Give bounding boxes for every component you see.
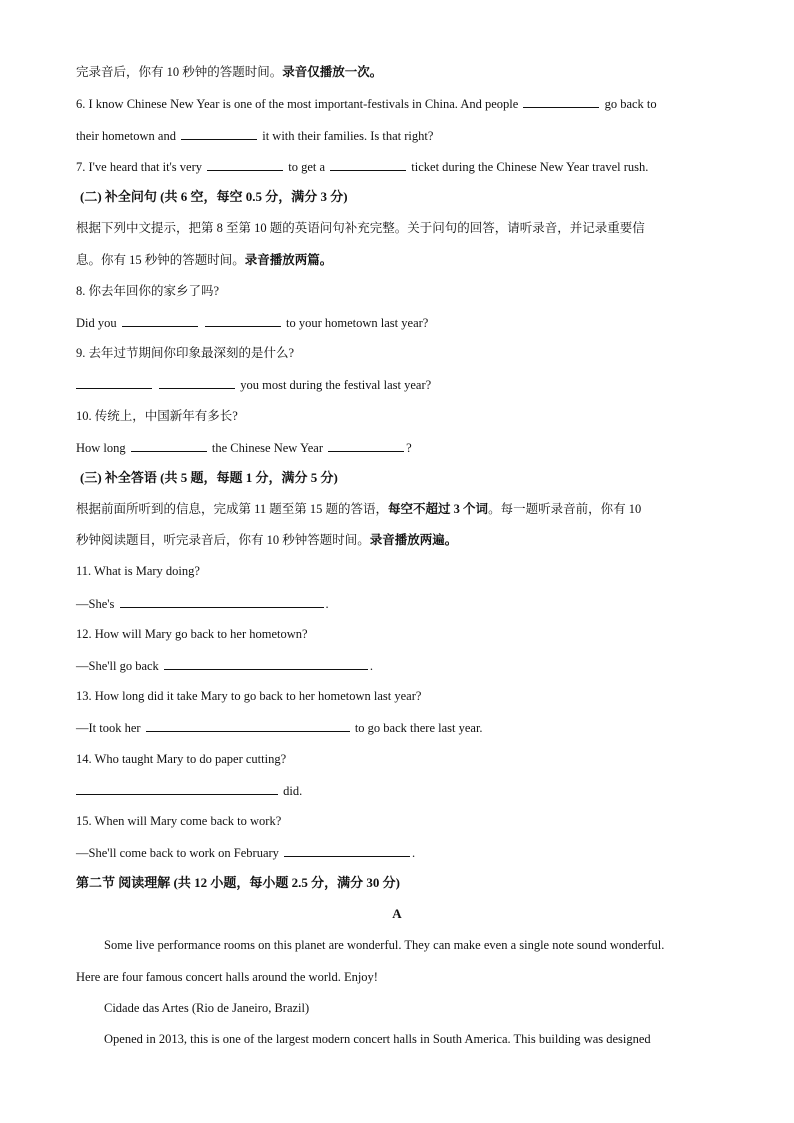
section-3-instruction-2 bbox=[76, 532, 457, 548]
question-7-text-2: to get a bbox=[288, 160, 326, 174]
question-6-text-3: it with their families. Is that right? bbox=[262, 129, 434, 143]
section-2-instruction-1: 根据下列中文提示，把第 8 至第 10 题的英语问句补充完整。关于问句的回答，请听录音，并记录重要信 bbox=[76, 221, 645, 235]
question-6-line2 bbox=[76, 127, 433, 144]
question-13-answer-line bbox=[76, 719, 483, 736]
question-13-text: —It took her bbox=[76, 721, 141, 735]
question-7-text-3: ticket during the Chinese New Year travel rush. bbox=[411, 160, 649, 174]
question-11-text: —She's bbox=[76, 597, 115, 611]
question-11-prompt: 11. What is Mary doing? bbox=[76, 564, 200, 578]
question-9-text: you most during the festival last year? bbox=[240, 378, 432, 392]
answer-blank[interactable] bbox=[181, 127, 257, 140]
question-15-prompt: 15. When will Mary come back to work? bbox=[76, 814, 282, 828]
question-8-text: Did you bbox=[76, 316, 117, 330]
section-2-instruction-text: 息。你有 15 秒钟的答题时间。 bbox=[76, 253, 245, 267]
passage-paragraph-1-cont: Here are four famous concert halls around the world. Enjoy! bbox=[76, 970, 378, 984]
section-2-heading: (二) 补全问句 (共 6 空，每空 0.5 分，满分 3 分) bbox=[80, 189, 348, 204]
question-10-text-2: the Chinese New Year bbox=[211, 441, 323, 455]
instruction-bold: 录音仅播放一次。 bbox=[282, 65, 383, 79]
instruction-text: 完录音后，你有 10 秒钟的答题时间。 bbox=[76, 65, 283, 79]
answer-blank[interactable] bbox=[284, 844, 410, 857]
question-8-text-2: to your hometown last year? bbox=[286, 316, 429, 330]
answer-blank[interactable] bbox=[159, 376, 235, 389]
answer-blank[interactable] bbox=[328, 439, 404, 452]
question-12-prompt: 12. How will Mary go back to her hometown? bbox=[76, 627, 308, 641]
question-10-text: How long bbox=[76, 441, 126, 455]
question-10-prompt: 10. 传统上，中国新年有多长? bbox=[76, 409, 238, 423]
question-7-text: 7. I've heard that it's very bbox=[76, 160, 202, 174]
question-11-answer-line bbox=[76, 595, 329, 612]
answer-blank[interactable] bbox=[164, 657, 368, 670]
passage-paragraph-1: Some live performance rooms on this planet are wonderful. They can make even a single note sound wonderful. bbox=[104, 938, 665, 952]
question-13-text-2: to go back there last year. bbox=[354, 721, 483, 735]
answer-blank[interactable] bbox=[120, 595, 324, 608]
section-3-instruction-text: 根据前面所听到的信息，完成第 11 题至第 15 题的答语， bbox=[76, 502, 389, 516]
question-15-text: —She'll come back to work on February bbox=[76, 846, 279, 860]
answer-blank[interactable] bbox=[330, 158, 406, 171]
question-8-answer-line bbox=[76, 314, 428, 331]
question-9-answer-line bbox=[76, 376, 431, 393]
section-3-instruction-1 bbox=[76, 501, 641, 517]
section-3-instruction-bold-2: 录音播放两遍。 bbox=[369, 533, 458, 547]
answer-blank[interactable] bbox=[76, 376, 152, 389]
question-7 bbox=[76, 158, 648, 175]
section-2-instruction-bold: 录音播放两篇。 bbox=[244, 253, 333, 267]
question-12-period: . bbox=[369, 659, 374, 673]
answer-blank[interactable] bbox=[76, 782, 278, 795]
answer-blank[interactable] bbox=[122, 314, 198, 327]
question-12-text: —She'll go back bbox=[76, 659, 159, 673]
question-10-answer-line bbox=[76, 439, 412, 456]
passage-a-title: A bbox=[392, 906, 402, 921]
answer-blank[interactable] bbox=[131, 439, 207, 452]
question-15-answer-line bbox=[76, 844, 415, 861]
section-3-heading: (三) 补全答语 (共 5 题，每题 1 分，满分 5 分) bbox=[80, 470, 338, 485]
question-6-text-tail: go back to bbox=[604, 97, 657, 111]
question-12-answer-line bbox=[76, 657, 373, 674]
question-6-line1 bbox=[76, 95, 657, 112]
question-15-period: . bbox=[412, 846, 416, 860]
section-2-instruction-2 bbox=[76, 252, 332, 268]
question-14-prompt: 14. Who taught Mary to do paper cutting? bbox=[76, 752, 287, 766]
question-9-prompt: 9. 去年过节期间你印象最深刻的是什么? bbox=[76, 346, 295, 360]
answer-blank[interactable] bbox=[207, 158, 283, 171]
question-10-mark: ? bbox=[406, 441, 412, 455]
answer-blank[interactable] bbox=[523, 95, 599, 108]
question-13-prompt: 13. How long did it take Mary to go back to her hometown last year? bbox=[76, 689, 422, 703]
section-3-instruction-bold: 每空不超过 3 个词 bbox=[388, 502, 489, 516]
passage-subheading: Cidade das Artes (Rio de Janeiro, Brazil) bbox=[104, 1001, 310, 1015]
question-14-text: did. bbox=[283, 784, 303, 798]
section-3-instruction-text-2: 。每一题听录音前，你有 10 bbox=[488, 502, 642, 516]
answer-blank[interactable] bbox=[205, 314, 281, 327]
section-3-instruction-text-3: 秒钟阅读题目，听完录音后，你有 10 秒钟答题时间。 bbox=[76, 533, 370, 547]
answer-blank[interactable] bbox=[146, 719, 350, 732]
question-6-text: 6. I know Chinese New Year is one of the most important-festivals in China. And people bbox=[76, 97, 519, 111]
passage-paragraph-2: Opened in 2013, this is one of the largest modern concert halls in South America. This building was designed bbox=[104, 1032, 651, 1046]
instruction-line bbox=[76, 64, 382, 80]
part-2-heading: 第二节 阅读理解 (共 12 小题，每小题 2.5 分，满分 30 分) bbox=[76, 875, 400, 890]
question-6-text-2: their hometown and bbox=[76, 129, 176, 143]
question-14-answer-line bbox=[76, 782, 302, 799]
question-8-prompt: 8. 你去年回你的家乡了吗? bbox=[76, 284, 220, 298]
question-11-period: . bbox=[325, 597, 329, 611]
